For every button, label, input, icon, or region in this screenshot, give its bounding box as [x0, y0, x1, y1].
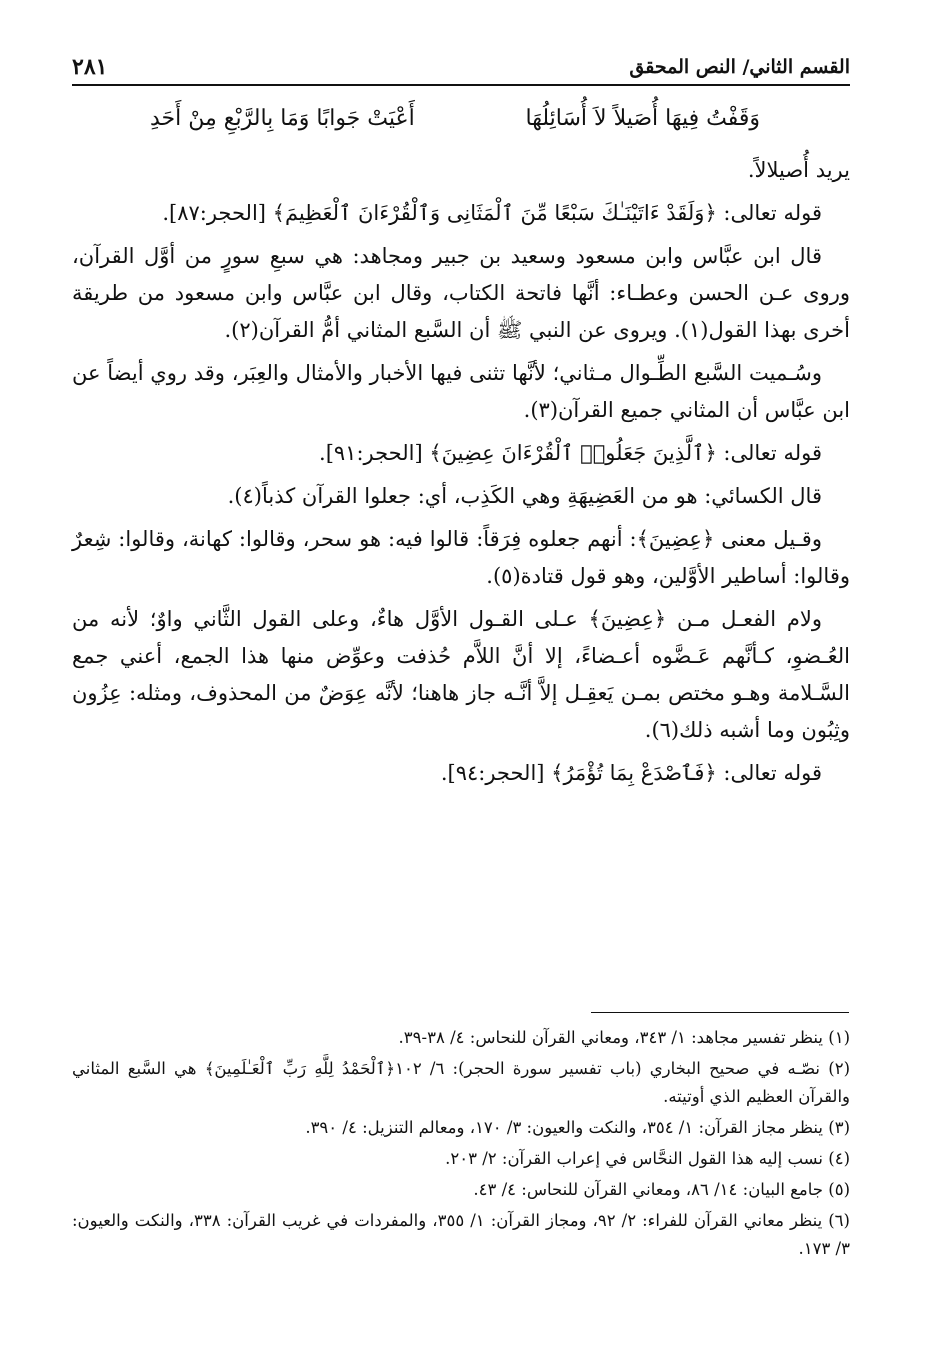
poetry-verse: [150, 106, 760, 146]
page-header: [72, 46, 850, 86]
footnote-separator: [591, 1012, 849, 1013]
paragraph: قوله تعالى: ﴿وَلَقَدْ ءَاتَيْنَـٰكَ سَبْعًا مِّنَ ٱلْمَثَانِى وَٱلْقُرْءَانَ ٱلْعَظِيمَ﴾ [الحجر:٨٧].: [162, 201, 822, 225]
verse-second-hemistich: أَعْيَتْ جَوابًا وَمَا بِالرَّبْعِ مِنْ أَحَدِ: [150, 106, 415, 131]
footnote: (٣) ينظر مجاز القرآن: ١/ ٣٥٤، والنكت والعيون: ٣/ ١٧٠، ومعالم التنزيل: ٤/ ٣٩٠.: [305, 1118, 850, 1137]
paragraph: ولام الفعـل مـن ﴿عِضِينَ﴾ عـلى القـول الأوَّل هاءٌ، وعلى القول الثَّاني واوٌ؛ لأنه من العُـضوِ، كـأنَّهم عَـضَّوه أعـضاءً، إلا أنَّ اللاَّم حُذفت وعوِّض منها هذا الجمع، أعني جمع السَّـلامة وهـو مختص بمـن يَعقِـل إلاَّ أنَّـه جاز هاهنا؛ لأنَّه عِوَضٌ من المحذوف، ومثله: عِزُون وثِبُون وما أشبه ذلك(٦).: [72, 607, 850, 742]
main-text: [72, 152, 850, 798]
paragraph: وسُـميت السَّبع الطِّـوال مـثاني؛ لأنَّها تثنى فيها الأخبار والأمثال والعِبَر، وقد روي أيضاً عن ابن عبَّاس أن المثاني جميع القرآن(٣).: [72, 361, 850, 422]
header-rule: [72, 84, 850, 86]
footnote: (١) ينظر تفسير مجاهد: ١/ ٣٤٣، ومعاني القرآن للنحاس: ٤/ ٣٨-٣٩.: [398, 1028, 850, 1047]
page-number: ٢٨١: [72, 54, 108, 80]
paragraph: قوله تعالى: ﴿ٱلَّذِينَ جَعَلُوا۟ ٱلْقُرْءَانَ عِضِينَ﴾ [الحجر:٩١].: [319, 441, 822, 465]
paragraph: قال الكسائي: هو من العَضِيهَةِ وهي الكَذِب، أي: جعلوا القرآن كذباً(٤).: [227, 484, 822, 508]
paragraph: وقـيل معنى ﴿عِضِينَ﴾: أنهم جعلوه فِرَقاً: قالوا فيه: هو سحر، وقالوا: كهانة، وقالوا: شِعرٌ وقالوا: أساطير الأوَّلين، وهو قول قتادة(٥).: [72, 527, 850, 588]
footnote: (٢) نصّـه في صحيح البخاري (باب تفسير سورة الحجر): ٦/ ١٠٢﴿ٱلْحَمْدُ لِلَّهِ رَبِّ ٱلْعَـٰلَمِينَ﴾ هي السَّبع المثاني والقرآن العظيم الذي أوتيته.: [72, 1059, 850, 1106]
footnote: (٥) جامع البيان: ١٤/ ٨٦، ومعاني القرآن للنحاس: ٤/ ٤٣.: [473, 1180, 850, 1199]
footnotes: [72, 1024, 850, 1266]
running-title: القسم الثاني/ النص المحقق: [629, 56, 850, 78]
verse-first-hemistich: وَقَفْتُ فِيهَا أُصَيلاً لاَ أُسَائِلُهَا: [525, 106, 760, 131]
paragraph: قال ابن عبَّاس وابن مسعود وسعيد بن جبير ومجاهد: هي سبعِ سورٍ من أوَّل القرآن، وروى عـن الحسن وعطـاء: أنَّها فاتحة الكتاب، وقال ابن عبَّاس وابن مسعود من طريقة أخرى بهذا القول(١). ويروى عن النبي ﷺ أن السَّبع المثاني أمُّ القرآن(٢).: [72, 244, 850, 342]
footnote: (٤) نسب إليه هذا القول النحَّاس في إعراب القرآن: ٢/ ٢٠٣.: [445, 1149, 850, 1168]
footnote: (٦) ينظر معاني القرآن للفراء: ٢/ ٩٢، ومجاز القرآن: ١/ ٣٥٥، والمفردات في غريب القرآن: ٣٣٨، والنكت والعيون: ٣/ ١٧٣.: [72, 1211, 850, 1258]
paragraph: قوله تعالى: ﴿فَٱصْدَعْ بِمَا تُؤْمَرُ﴾ [الحجر:٩٤].: [440, 761, 822, 785]
paragraph: يريد أُصيلالاً.: [747, 158, 850, 182]
